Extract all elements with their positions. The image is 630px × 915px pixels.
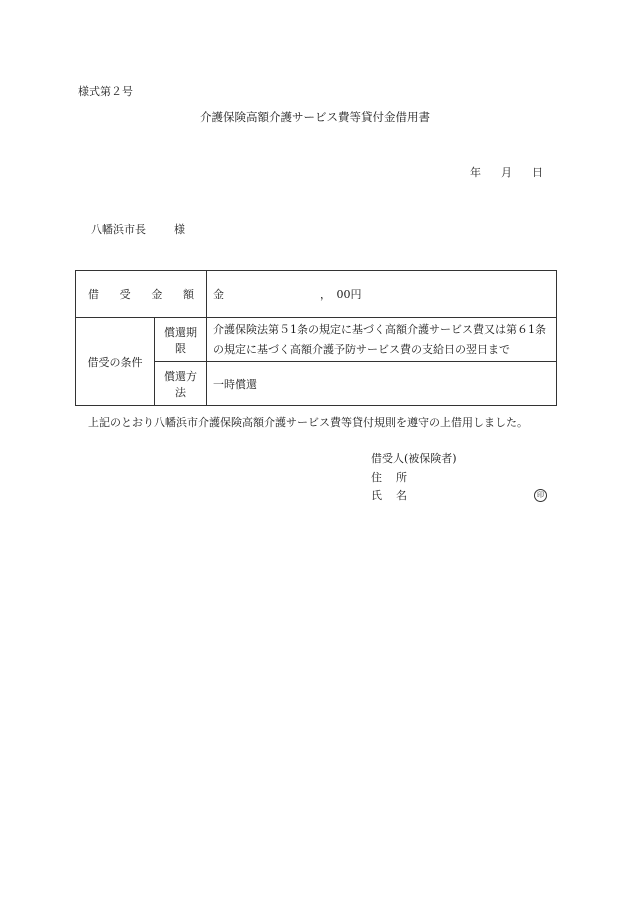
borrower-title: 借受人(被保険者) [371, 452, 457, 465]
addressee-name: 八幡浜市長 [91, 223, 146, 236]
repayment-method-text: 一時償還 [207, 362, 557, 406]
addressee-honorific: 様 [174, 223, 185, 236]
date-month: 月 [501, 166, 512, 179]
date-day: 日 [532, 166, 543, 179]
amount-label-cell [76, 271, 207, 318]
amount-label-char: 借 [88, 288, 99, 301]
form-number: 様式第２号 [78, 85, 133, 98]
loan-form-table [75, 270, 557, 406]
name-label-char: 氏 [371, 489, 382, 502]
date-year: 年 [470, 166, 481, 179]
conditions-label-cell: 借受の条件 [76, 318, 155, 406]
address-label-char: 住 [371, 471, 382, 484]
table-row [76, 318, 557, 362]
amount-label-char: 受 [119, 288, 131, 301]
repayment-term-label: 償還期限 [155, 318, 207, 362]
addressee [91, 223, 185, 237]
repayment-term-text: 介護保険法第５1条の規定に基づく高額介護サービス費又は第６1条の規定に基づく高額介護予防サービス費の支給日の翌日まで [207, 318, 557, 362]
table-row [76, 271, 557, 318]
seal-mark: 印 [534, 489, 547, 502]
amount-label-char: 額 [182, 288, 194, 301]
declaration-text: 上記のとおり八幡浜市介護保険高額介護サービス費等貸付規則を遵守の上借用しました。 [88, 416, 528, 429]
address-label-char: 所 [396, 471, 407, 484]
borrower-address-label[interactable] [371, 471, 407, 485]
amount-suffix: ， 00円 [320, 288, 362, 301]
borrower-name-label[interactable] [371, 489, 407, 503]
document-title: 介護保険高額介護サービス費等貸付金借用書 [200, 110, 430, 124]
name-label-char: 名 [396, 489, 407, 502]
repayment-method-label: 償還方法 [155, 362, 207, 406]
date-line [470, 166, 543, 180]
amount-prefix: 金 [213, 288, 224, 301]
amount-label-char: 金 [151, 288, 163, 301]
amount-value-cell[interactable] [207, 271, 557, 318]
